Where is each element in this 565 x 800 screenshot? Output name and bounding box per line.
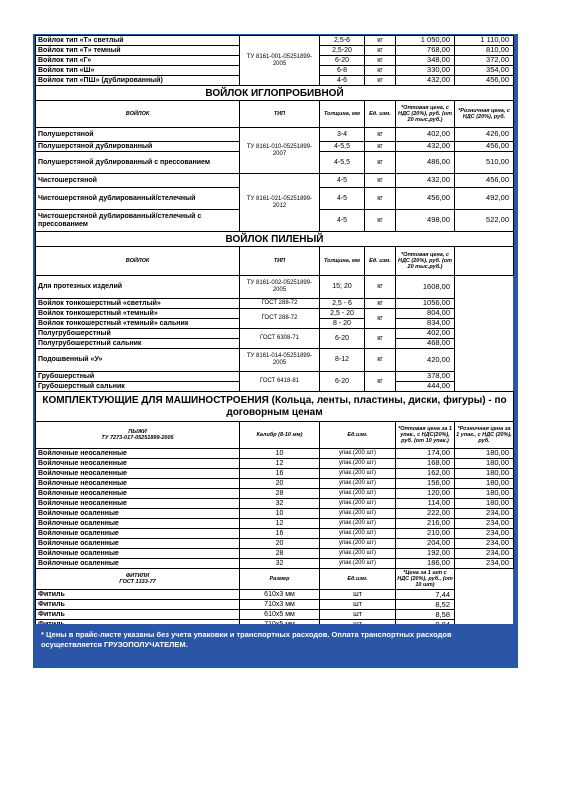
retail-price: 456,00 <box>455 76 514 86</box>
item-unit: кг <box>365 276 396 299</box>
item-name: Полушерстяной дублированный с прессованием <box>36 152 240 174</box>
item-name: Войлочные неосаленные <box>36 469 240 479</box>
item-size: 710х3 мм <box>240 600 320 610</box>
item-name: Войлочные осаленные <box>36 519 240 529</box>
column-header: *Оптовая цена, с НДС (20%), руб. (от 20 тыс.руб.) <box>396 101 455 128</box>
item-thickness: 4-6 <box>320 76 365 86</box>
item-unit: кг <box>365 309 396 329</box>
item-thickness: 8-12 <box>320 349 365 372</box>
retail-price: 234,00 <box>455 539 514 549</box>
item-type: ТУ 8161-021-05251899-2012 <box>240 174 320 232</box>
wholesale-price: 186,00 <box>396 559 455 569</box>
item-unit: шт <box>320 590 396 600</box>
table-row <box>36 392 514 422</box>
item-name: Чистошерстяной дублированный/стелечный <box>36 188 240 210</box>
empty-cell <box>455 299 514 309</box>
table-row <box>36 422 514 449</box>
table-row <box>36 489 514 499</box>
item-caliber: 32 <box>240 559 320 569</box>
empty-cell <box>455 610 514 620</box>
table-row <box>36 459 514 469</box>
item-name: Войлок тонкошерстный «темный» сальник <box>36 319 240 329</box>
retail-price: 180,00 <box>455 479 514 489</box>
item-thickness: 4-5,5 <box>320 142 365 152</box>
column-header: ВОЙЛОК <box>36 247 240 276</box>
column-header: ТИП <box>240 247 320 276</box>
item-unit: шт <box>320 610 396 620</box>
column-header: ТИП <box>240 101 320 128</box>
column-header: Калибр (8-10 мм) <box>240 422 320 449</box>
wholesale-price: 162,00 <box>396 469 455 479</box>
wholesale-price: 204,00 <box>396 539 455 549</box>
column-header: Ед. изм. <box>365 101 396 128</box>
item-name: Фитиль <box>36 600 240 610</box>
table-row <box>36 232 514 247</box>
table-row <box>36 499 514 509</box>
item-type: ГОСТ 6308-71 <box>240 329 320 349</box>
item-unit: упак.(200 шт) <box>320 539 396 549</box>
column-header: *Розничная цена, с НДС (20%), руб. <box>455 101 514 128</box>
table-row <box>36 174 514 188</box>
item-unit: шт <box>320 600 396 610</box>
item-unit: кг <box>365 152 396 174</box>
item-name: Полушерстяной дублированный <box>36 142 240 152</box>
item-name: Полугрубошерстный <box>36 329 240 339</box>
section-title: ВОЙЛОК ИГЛОПРОБИВНОЙ <box>36 86 514 101</box>
item-thickness: 4-5 <box>320 174 365 188</box>
column-header: Ед.изм. <box>320 422 396 449</box>
empty-cell <box>455 569 514 590</box>
item-caliber: 20 <box>240 479 320 489</box>
table-row <box>36 36 514 46</box>
item-name: Грубошерстный <box>36 372 240 382</box>
column-header: *Оптовая цена, с НДС (20%), руб. (от 20 тыс.руб.) <box>396 247 455 276</box>
item-type: ГОСТ 6418-81 <box>240 372 320 392</box>
empty-cell <box>455 319 514 329</box>
column-header: ВОЙЛОК <box>36 101 240 128</box>
wholesale-price: 432,00 <box>396 76 455 86</box>
wholesale-price: 804,00 <box>396 309 455 319</box>
price-list-tables <box>35 35 513 630</box>
section-title: КОМПЛЕКТУЮЩИЕ ДЛЯ МАШИНОСТРОЕНИЯ (Кольца, ленты, пластины, диски, фигуры) - по договорным ценам <box>36 392 514 422</box>
retail-price: 234,00 <box>455 509 514 519</box>
item-thickness: 15; 20 <box>320 276 365 299</box>
item-unit: упак.(200 шт) <box>320 479 396 489</box>
retail-price: 234,00 <box>455 519 514 529</box>
price-list-frame <box>33 34 518 668</box>
empty-cell <box>455 339 514 349</box>
item-name: Войлок тип «Т» светлый <box>36 36 240 46</box>
empty-cell <box>455 309 514 319</box>
wholesale-price: 1608,00 <box>396 276 455 299</box>
table-row <box>36 610 514 620</box>
column-header: Ед. изм. <box>365 247 396 276</box>
table-row <box>36 329 514 339</box>
retail-price: 1 110,00 <box>455 36 514 46</box>
item-caliber: 12 <box>240 459 320 469</box>
item-name: Полушерстяной <box>36 128 240 142</box>
table-row <box>36 247 514 276</box>
item-type: ГОСТ 288-72 <box>240 309 320 329</box>
item-caliber: 28 <box>240 549 320 559</box>
column-header: *Оптовая цена за 1 упак., с НДС(20%), руб. (от 10 упак.) <box>396 422 455 449</box>
wholesale-price: 168,00 <box>396 459 455 469</box>
item-unit: кг <box>365 174 396 188</box>
item-size: 610х5 мм <box>240 610 320 620</box>
empty-cell <box>455 247 514 276</box>
retail-price: 234,00 <box>455 549 514 559</box>
item-unit: кг <box>365 36 396 46</box>
item-name: Войлочные неосаленные <box>36 459 240 469</box>
wholesale-price: 768,00 <box>396 46 455 56</box>
item-unit: кг <box>365 372 396 392</box>
item-thickness: 2,5-6 <box>320 36 365 46</box>
item-name: Фитиль <box>36 590 240 600</box>
table-row <box>36 559 514 569</box>
item-caliber: 28 <box>240 489 320 499</box>
item-name: Войлочные осаленные <box>36 529 240 539</box>
wholesale-price: 402,00 <box>396 128 455 142</box>
table-row <box>36 309 514 319</box>
wholesale-price: 1056,00 <box>396 299 455 309</box>
wholesale-price: 210,00 <box>396 529 455 539</box>
item-unit: кг <box>365 188 396 210</box>
item-name: Фитиль <box>36 610 240 620</box>
item-unit: кг <box>365 56 396 66</box>
table-row <box>36 349 514 372</box>
wholesale-price: 222,00 <box>396 509 455 519</box>
column-header: Толщина, мм <box>320 101 365 128</box>
retail-price: 180,00 <box>455 469 514 479</box>
table-row <box>36 590 514 600</box>
table-row <box>36 101 514 128</box>
item-unit: кг <box>365 349 396 372</box>
wholesale-price: 402,00 <box>396 329 455 339</box>
table-row <box>36 549 514 559</box>
table-row <box>36 479 514 489</box>
item-caliber: 12 <box>240 519 320 529</box>
item-name: Войлок тип «Т» темный <box>36 46 240 56</box>
retail-price: 810,00 <box>455 46 514 56</box>
item-unit: упак.(200 шт) <box>320 549 396 559</box>
wholesale-price: 120,00 <box>396 489 455 499</box>
item-unit: упак.(200 шт) <box>320 509 396 519</box>
retail-price: 234,00 <box>455 529 514 539</box>
table-row <box>36 469 514 479</box>
item-price: 7,44 <box>396 590 455 600</box>
table-row <box>36 539 514 549</box>
column-header <box>36 422 240 449</box>
retail-price: 510,00 <box>455 152 514 174</box>
item-unit: кг <box>365 76 396 86</box>
item-name: Войлок тип «Ш» <box>36 66 240 76</box>
item-name: Войлок тонкошерстный «темный» <box>36 309 240 319</box>
table-row <box>36 600 514 610</box>
header-line: ГОСТ 1333-77 <box>119 579 156 586</box>
retail-price: 180,00 <box>455 489 514 499</box>
wholesale-price: 348,00 <box>396 56 455 66</box>
wholesale-price: 192,00 <box>396 549 455 559</box>
item-thickness: 2,5 - 6 <box>320 299 365 309</box>
table-row <box>36 86 514 101</box>
item-caliber: 32 <box>240 499 320 509</box>
wholesale-price: 432,00 <box>396 174 455 188</box>
item-name: Полугрубошерстный сальник <box>36 339 240 349</box>
wholesale-price: 456,00 <box>396 188 455 210</box>
item-name: Войлочные неосаленные <box>36 479 240 489</box>
item-name: Войлочные неосаленные <box>36 449 240 459</box>
item-thickness: 6-8 <box>320 66 365 76</box>
item-name: Подошвенный «У» <box>36 349 240 372</box>
table-row <box>36 569 514 590</box>
column-header <box>36 569 240 590</box>
item-unit: упак.(200 шт) <box>320 459 396 469</box>
item-name: Войлочные осаленные <box>36 509 240 519</box>
item-unit: кг <box>365 46 396 56</box>
item-thickness: 4-5,5 <box>320 152 365 174</box>
empty-cell <box>455 600 514 610</box>
column-header: Толщина, мм <box>320 247 365 276</box>
empty-cell <box>455 590 514 600</box>
item-thickness: 6-20 <box>320 329 365 349</box>
header-line: ФИТИЛИ <box>125 573 150 580</box>
item-unit: упак.(200 шт) <box>320 499 396 509</box>
empty-cell <box>455 382 514 392</box>
item-unit: упак.(200 шт) <box>320 469 396 479</box>
item-type: ТУ 8161-010-05251899-2007 <box>240 128 320 174</box>
item-caliber: 16 <box>240 529 320 539</box>
retail-price: 180,00 <box>455 459 514 469</box>
item-price: 8,58 <box>396 610 455 620</box>
empty-cell <box>455 372 514 382</box>
retail-price: 354,00 <box>455 66 514 76</box>
item-unit: кг <box>365 299 396 309</box>
item-price: 8,52 <box>396 600 455 610</box>
item-type: ГОСТ 288-72 <box>240 299 320 309</box>
retail-price: 492,00 <box>455 188 514 210</box>
item-name: Чистошерстяной <box>36 174 240 188</box>
item-name: Войлок тип «ПШ» (дублированный) <box>36 76 240 86</box>
item-thickness: 3-4 <box>320 128 365 142</box>
wholesale-price: 486,00 <box>396 152 455 174</box>
item-name: Для протезных изделий <box>36 276 240 299</box>
item-unit: кг <box>365 128 396 142</box>
item-name: Войлок тип «Г» <box>36 56 240 66</box>
wholesale-price: 834,00 <box>396 319 455 329</box>
item-caliber: 20 <box>240 539 320 549</box>
item-type: ТУ 8161-002-05251899-2005 <box>240 276 320 299</box>
retail-price: 522,00 <box>455 210 514 232</box>
column-header: Размер <box>240 569 320 590</box>
column-header: Ед.изм. <box>320 569 396 590</box>
item-unit: упак.(200 шт) <box>320 489 396 499</box>
table-row <box>36 372 514 382</box>
item-unit: упак.(200 шт) <box>320 529 396 539</box>
item-name: Войлочные осаленные <box>36 549 240 559</box>
wholesale-price: 216,00 <box>396 519 455 529</box>
item-thickness: 2,5-20 <box>320 46 365 56</box>
empty-cell <box>455 276 514 299</box>
table-row <box>36 276 514 299</box>
item-thickness: 2,5 - 20 <box>320 309 365 319</box>
table-row <box>36 519 514 529</box>
item-unit: упак.(200 шт) <box>320 519 396 529</box>
item-unit: кг <box>365 329 396 349</box>
item-name: Чистошерстяной дублированный/стелечный с прессованием <box>36 210 240 232</box>
item-thickness: 4-5 <box>320 210 365 232</box>
retail-price: 234,00 <box>455 559 514 569</box>
item-unit: кг <box>365 142 396 152</box>
retail-price: 180,00 <box>455 499 514 509</box>
table-row <box>36 509 514 519</box>
item-thickness: 8 - 20 <box>320 319 365 329</box>
item-name: Войлочные осаленные <box>36 539 240 549</box>
item-name: Войлок тонкошерстный «светлый» <box>36 299 240 309</box>
wholesale-price: 432,00 <box>396 142 455 152</box>
empty-cell <box>455 349 514 372</box>
item-unit: упак.(200 шт) <box>320 449 396 459</box>
item-name: Войлочные осаленные <box>36 559 240 569</box>
retail-price: 180,00 <box>455 449 514 459</box>
table-row <box>36 299 514 309</box>
wholesale-price: 330,00 <box>396 66 455 76</box>
wholesale-price: 174,00 <box>396 449 455 459</box>
wholesale-price: 1 050,00 <box>396 36 455 46</box>
item-caliber: 16 <box>240 469 320 479</box>
item-thickness: 6-20 <box>320 56 365 66</box>
item-unit: упак.(200 шт) <box>320 559 396 569</box>
item-caliber: 10 <box>240 449 320 459</box>
retail-price: 456,00 <box>455 142 514 152</box>
wholesale-price: 420,00 <box>396 349 455 372</box>
item-unit: кг <box>365 66 396 76</box>
item-thickness: 4-5 <box>320 188 365 210</box>
table-row <box>36 529 514 539</box>
item-name: Грубошерстный сальник <box>36 382 240 392</box>
wholesale-price: 444,00 <box>396 382 455 392</box>
wholesale-price: 468,00 <box>396 339 455 349</box>
header-line: ТУ 7273-017-05251899-2005 <box>101 435 174 441</box>
item-size: 610х3 мм <box>240 590 320 600</box>
table-row <box>36 128 514 142</box>
empty-cell <box>455 329 514 339</box>
retail-price: 372,00 <box>455 56 514 66</box>
item-thickness: 6-20 <box>320 372 365 392</box>
table-row <box>36 449 514 459</box>
section-title: ВОЙЛОК ПИЛЕНЫЙ <box>36 232 514 247</box>
wholesale-price: 114,00 <box>396 499 455 509</box>
item-caliber: 10 <box>240 509 320 519</box>
wholesale-price: 498,00 <box>396 210 455 232</box>
price-table <box>35 35 514 630</box>
item-type: ТУ 8161-001-05251899-2005 <box>240 36 320 86</box>
item-type: ТУ 8161-014-05251899-2005 <box>240 349 320 372</box>
footer-note: * Цены в прайс-листе указаны без учета упаковки и транспортных расходов. Оплата транспортных расходов осуществляется ГРУЗОПОЛУЧАТЕЛЕМ. <box>41 630 452 650</box>
retail-price: 456,00 <box>455 174 514 188</box>
item-name: Войлочные неосаленные <box>36 499 240 509</box>
item-unit: кг <box>365 210 396 232</box>
wholesale-price: 156,00 <box>396 479 455 489</box>
column-header: *Цена за 1 шт с НДС (20%), руб., (от 10 шт) <box>397 570 453 589</box>
retail-price: 426,00 <box>455 128 514 142</box>
item-name: Войлочные неосаленные <box>36 489 240 499</box>
wholesale-price: 378,00 <box>396 372 455 382</box>
column-header: *Розничная цена за 1 упак., с НДС (20%), руб. <box>455 422 514 449</box>
header-line: ПЫЖИ <box>128 428 147 435</box>
